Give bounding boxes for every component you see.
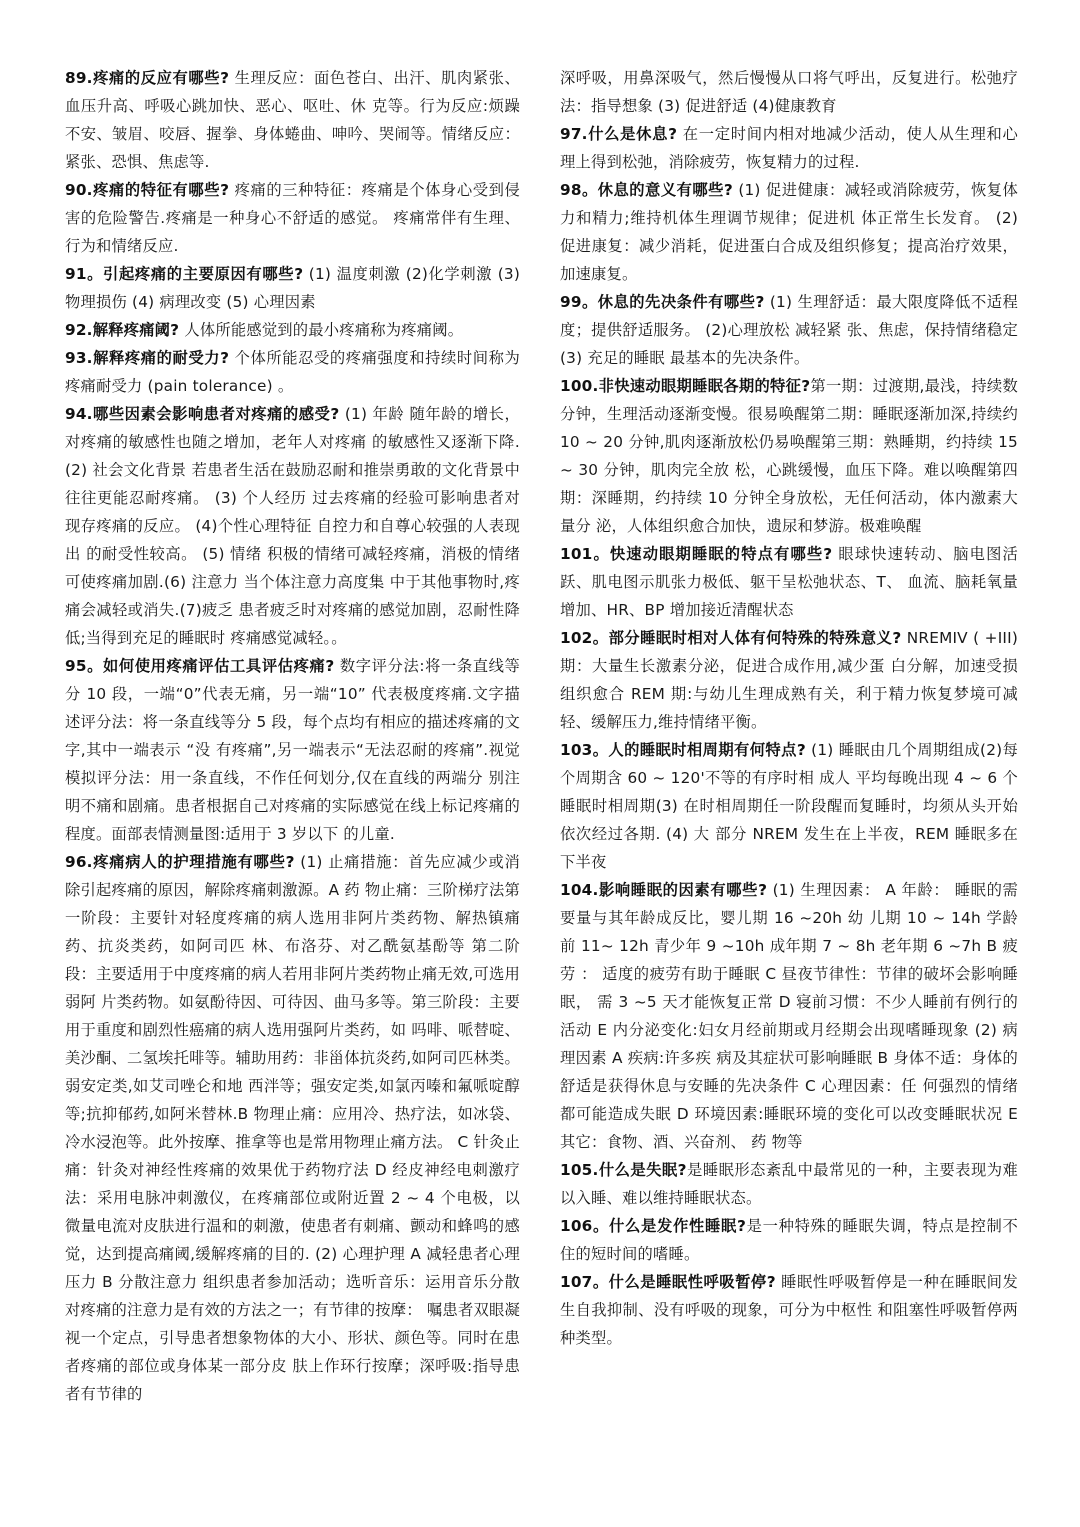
qa-item xyxy=(560,876,1018,1156)
qa-item xyxy=(560,120,1018,176)
answer-text: (1) 睡眠由几个周期组成(2)每个周期含 60 ~ 120'不等的有序时相 成人 平均每晚出现 4 ~ 6 个睡眠时相周期(3) 在时相周期任一阶段醒而复睡时，均须从头开始依次经过各期. (4) 大 部分 NREM 发生在上半夜，REM 睡眠多在下半夜 xyxy=(560,741,1018,871)
qa-item xyxy=(65,848,520,1408)
qa-item xyxy=(65,652,520,848)
qa-item xyxy=(560,64,1018,120)
question-heading: 99。休息的先决条件有哪些? xyxy=(560,293,765,311)
answer-text: 第一期：过渡期,最浅，持续数分钟，生理活动逐渐变慢。很易唤醒第二期：睡眠逐渐加深,持续约 10 ~ 20 分钟,肌肉逐渐放松仍易唤醒第三期：熟睡期，约持续 15 ~ 30 分钟，肌肉完全放 松，心跳缓慢，血压下降。难以唤醒第四期：深睡期，约持续 10 分钟全身放松，无任何活动，体内激素大量分 泌，人体组织愈合加快，遗尿和梦游。极难唤醒 xyxy=(560,377,1018,535)
question-heading: 102。部分睡眠时相对人体有何特殊的特殊意义? xyxy=(560,629,902,647)
question-heading: 98。休息的意义有哪些? xyxy=(560,181,733,199)
qa-item xyxy=(560,372,1018,540)
qa-item xyxy=(560,1212,1018,1268)
question-heading: 103。人的睡眠时相周期有何特点? xyxy=(560,741,806,759)
answer-text: (1) 年龄 随年龄的增长，对疼痛的敏感性也随之增加，老年人对疼痛 的敏感性又逐渐下降. (2) 社会文化背景 若患者生活在鼓励忍耐和推崇勇敢的文化背景中往往更能忍耐疼痛。 (3) 个人经历 过去疼痛的经验可影响患者对现存疼痛的反应。 (4)个性心理特征 自控力和自尊心较强的人表现出 的耐受性较高。 (5) 情绪 积极的情绪可减轻疼痛，消极的情绪可使疼痛加剧.(6) 注意力 当个体注意力高度集 中于其他事物时,疼痛会减轻或消失.(7)疲乏 患者疲乏时对疼痛的感觉加剧，忍耐性降低;当得到充足的睡眠时 疼痛感觉减轻。。 xyxy=(65,405,520,647)
qa-item xyxy=(560,1268,1018,1352)
question-heading: 93.解释疼痛的耐受力? xyxy=(65,349,230,367)
qa-item xyxy=(560,176,1018,288)
answer-text: 人体所能感觉到的最小疼痛称为疼痛阈。 xyxy=(179,321,464,339)
qa-item xyxy=(560,736,1018,876)
question-heading: 90.疼痛的特征有哪些? xyxy=(65,181,230,199)
answer-text: 生理反应：面色苍白、出汗、肌肉紧张、血压升高、呼吸心跳加快、恶心、呕吐、休 克等。行为反应:烦躁不安、皱眉、咬唇、握拳、身体蜷曲、呻吟、哭闹等。情绪反应： 紧张、恐惧、焦虑等. xyxy=(65,69,521,171)
question-heading: 96.疼痛病人的护理措施有哪些? xyxy=(65,853,295,871)
answer-text: 在一定时间内相对地减少活动，使人从生理和心理上得到松弛，消除疲劳，恢复精力的过程. xyxy=(560,125,1018,171)
question-heading: 91。引起疼痛的主要原因有哪些? xyxy=(65,265,304,283)
qa-item xyxy=(560,540,1018,624)
question-heading: 106。什么是发作性睡眠? xyxy=(560,1217,747,1235)
qa-item xyxy=(560,624,1018,736)
answer-text: 疼痛的三种特征：疼痛是个体身心受到侵害的危险警告.疼痛是一种身心不舒适的感觉。 疼痛常伴有生理、行为和情绪反应. xyxy=(65,181,521,255)
answer-text: (1) 生理因素： A 年龄： 睡眠的需要量与其年龄成反比，婴儿期 16 ~20h 幼 儿期 10 ~ 14h 学龄前 11~ 12h 青少年 9 ~10h 成年期 7 ~ 8h 老年期 6 ~7h B 疲劳 ： 适度的疲劳有助于睡眠 C 昼夜节律性：节律的破坏会影响睡眠， 需 3 ~5 天才能恢复正常 D 寝前习惯：不少人睡前有例行的活动 E 内分泌变化:妇女月经前期或月经期会出现嗜睡现象 (2) 病理因素 A 疾病:许多疾 病及其症状可影响睡眠 B 身体不适：身体的舒适是获得休息与安睡的先决条件 C 心理因素：任 何强烈的情绪都可能造成失眠 D 环境因素:睡眠环境的变化可以改变睡眠状况 E 其它：食物、酒、兴奋剂、 药 物等 xyxy=(560,881,1018,1151)
qa-item xyxy=(65,176,520,260)
qa-item xyxy=(65,316,520,344)
qa-item xyxy=(65,344,520,400)
question-heading: 101。快速动眼期睡眠的特点有哪些? xyxy=(560,545,833,563)
right-column xyxy=(560,64,1018,1352)
question-heading: 107。什么是睡眠性呼吸暂停? xyxy=(560,1273,776,1291)
answer-text: 数字评分法:将一条直线等分 10 段，一端“0”代表无痛，另一端“10” 代表极度疼痛.文字描述评分法：将一条直线等分 5 段，每个点均有相应的描述疼痛的文字,其中一端表示 “没 有疼痛”,另一端表示“无法忍耐的疼痛”.视觉模拟评分法：用一条直线，不作任何划分,仅在直线的两端分 别注明不痛和剧痛。患者根据自己对疼痛的实际感觉在线上标记疼痛的程度。面部表情测量图:适用于 3 岁以下 的儿童. xyxy=(65,657,521,843)
answer-text: 个体所能忍受的疼痛强度和持续时间称为疼痛耐受力 (pain tolerance) 。 xyxy=(65,349,521,395)
qa-item xyxy=(65,400,520,652)
answer-text: (1) 温度刺激 (2)化学刺激 (3) 物理损伤 (4) 病理改变 (5) 心理因素 xyxy=(65,265,520,311)
question-heading: 100.非快速动眼期睡眠各期的特征? xyxy=(560,377,811,395)
question-heading: 89.疼痛的反应有哪些? xyxy=(65,69,230,87)
answer-text: (1) 促进健康：减轻或消除疲劳，恢复体力和精力;维持机体生理调节规律；促进机 体正常生长发育。 (2) 促进康复：减少消耗，促进蛋白合成及组织修复；提高治疗效果，加速康复。 xyxy=(560,181,1018,283)
answer-text: 睡眠性呼吸暂停是一种在睡眠间发生自我抑制、没有呼吸的现象，可分为中枢性 和阻塞性呼吸暂停两种类型。 xyxy=(560,1273,1018,1347)
qa-item xyxy=(65,64,520,176)
question-heading: 92.解释疼痛阈? xyxy=(65,321,180,339)
qa-item xyxy=(65,260,520,316)
qa-item xyxy=(560,288,1018,372)
question-heading: 95。如何使用疼痛评估工具评估疼痛? xyxy=(65,657,335,675)
answer-text: (1) 生理舒适：最大限度降低不适程度；提供舒适服务。 (2)心理放松 减轻紧 张、焦虑，保持情绪稳定 (3) 充足的睡眠 最基本的先决条件。 xyxy=(560,293,1018,367)
answer-text: 是睡眠形态紊乱中最常见的一种，主要表现为难以入睡、难以维持睡眠状态。 xyxy=(560,1161,1018,1207)
question-heading: 104.影响睡眠的因素有哪些? xyxy=(560,881,768,899)
question-heading: 97.什么是休息? xyxy=(560,125,678,143)
answer-text: 是一种特殊的睡眠失调，特点是控制不住的短时间的嗜睡。 xyxy=(560,1217,1019,1263)
answer-text: NREMIV ( +III) 期：大量生长激素分泌，促进合成作用,减少蛋 白分解，加速受损组织愈合 REM 期:与幼儿生理成熟有关，利于精力恢复梦境可减轻、缓解压力,维持情绪平衡。 xyxy=(560,629,1018,731)
answer-text: (1) 止痛措施：首先应减少或消除引起疼痛的原因，解除疼痛刺激源。A 药 物止痛：三阶梯疗法第一阶段：主要针对轻度疼痛的病人选用非阿片类药物、解热镇痛药、抗炎类药，如阿司匹 林、布洛芬、对乙酰氨基酚等 第二阶段：主要适用于中度疼痛的病人若用非阿片类药物止痛无效,可选用弱阿 片类药物。如氨酚待因、可待因、曲马多等。第三阶段：主要用于重度和剧烈性癌痛的病人选用强阿片类药，如 吗啡、哌替啶、美沙酮、二氢埃托啡等。辅助用药：非甾体抗炎药,如阿司匹林类。弱安定类,如艾司唑仑和地 西泮等；强安定类,如氯丙嗪和氟哌啶醇等;抗抑郁药,如阿米替林.B 物理止痛：应用冷、热疗法，如冰袋、 冷水浸泡等。此外按摩、推拿等也是常用物理止痛方法。 C 针灸止痛：针灸对神经性疼痛的效果优于药物疗法 D 经皮神经电刺激疗法：采用电脉冲刺激仪，在疼痛部位或附近置 2 ~ 4 个电极，以微量电流对皮肤进行温和的刺激，使患者有刺痛、颤动和蜂鸣的感觉，达到提高痛阈,缓解疼痛的目的. (2) 心理护理 A 减轻患者心理压力 B 分散注意力 组织患者参加活动；选听音乐：运用音乐分散对疼痛的注意力是有效的方法之一；有节律的按摩： 嘱患者双眼凝视一个定点，引导患者想象物体的大小、形状、颜色等。同时在患者疼痛的部位或身体某一部分皮 肤上作环行按摩；深呼吸:指导患者有节律的 xyxy=(65,853,520,1403)
question-heading: 94.哪些因素会影响患者对疼痛的感受? xyxy=(65,405,340,423)
answer-text: 深呼吸，用鼻深吸气，然后慢慢从口将气呼出，反复进行。松弛疗 法：指导想象 (3) 促进舒适 (4)健康教育 xyxy=(560,69,1018,115)
qa-item xyxy=(560,1156,1018,1212)
left-column xyxy=(65,64,520,1408)
question-heading: 105.什么是失眠? xyxy=(560,1161,687,1179)
answer-text: 眼球快速转动、脑电图活跃、肌电图示肌张力极低、躯干呈松弛状态、T、 血流、脑耗氧量增加、HR、BP 增加接近清醒状态 xyxy=(560,545,1019,619)
